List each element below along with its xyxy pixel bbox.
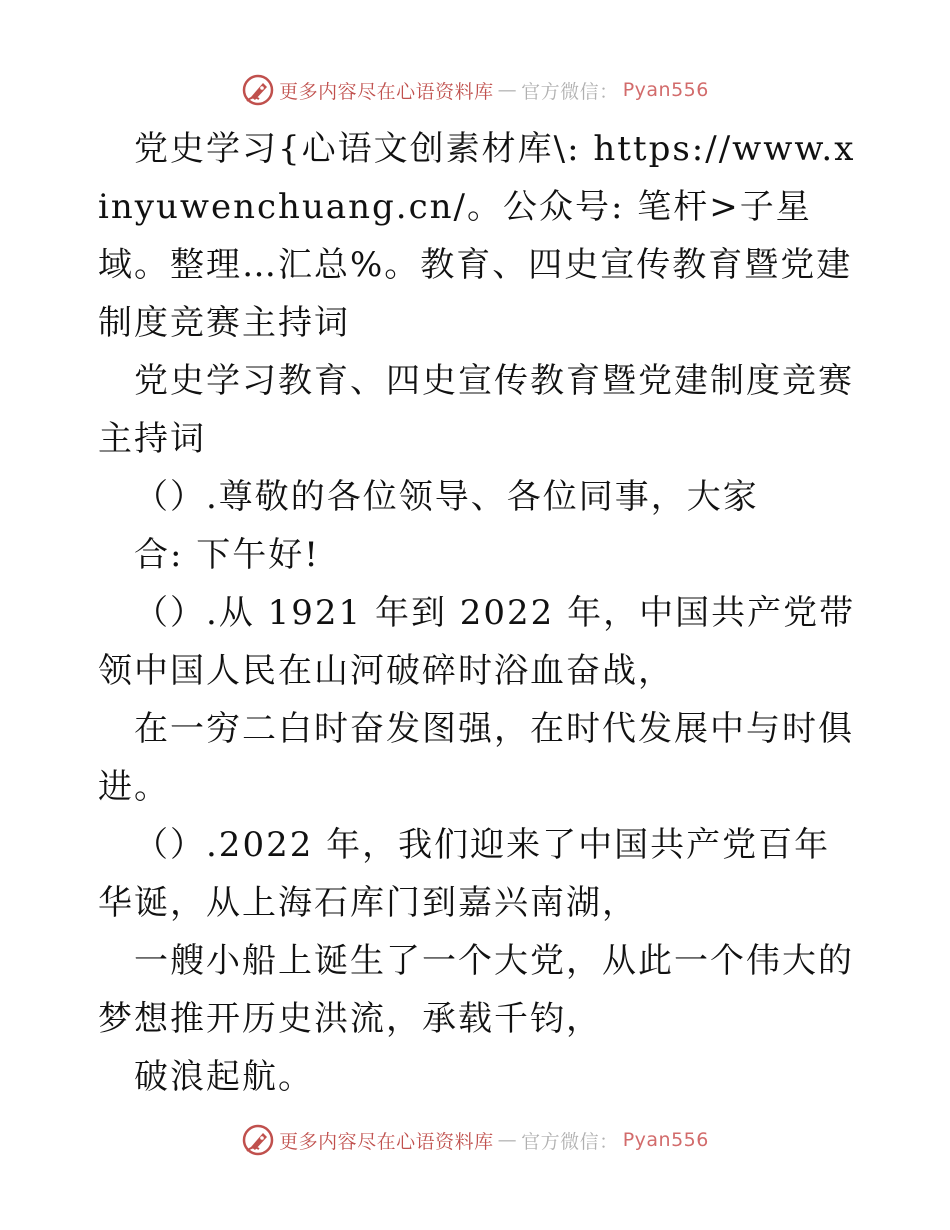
banner-dash: — [497,79,518,101]
paragraph-history: （）.从 1921 年到 2022 年，中国共产党带领中国人民在山河破碎时浴血奋战， [98,593,856,691]
paragraph-chorus: 合: 下午好! [134,535,320,575]
banner-dash: — [497,1129,518,1151]
banner-wechat-label: 官方微信： [521,1130,619,1153]
banner-main-text: 更多内容尽在心语资料库 [279,1130,494,1153]
paragraph-progress: 在一穷二白时奋发图强，在时代发展中与时俱进。 [98,709,854,807]
footer-watermark-banner [0,1120,950,1160]
pen-nib-logo-icon [241,73,275,107]
pen-nib-logo-icon [241,1123,275,1157]
paragraph-intro: 党史学习{心语文创素材库\: https://www.xinyuwenchuang.cn/。公众号: 笔杆>子星域。整理…汇总%。教育、四史宣传教育暨党建制度竞赛主持词 [98,129,856,343]
paragraph-boat: 一艘小船上诞生了一个大党，从此一个伟大的梦想推开历史洪流，承载千钧， [98,941,854,1039]
paragraph-greeting: （）.尊敬的各位领导、各位同事，大家 [134,477,759,517]
banner-wechat-label: 官方微信： [521,80,619,103]
paragraph-title: 党史学习教育、四史宣传教育暨党建制度竞赛主持词 [98,361,854,459]
banner-wechat-id: Pyan556 [622,79,709,101]
paragraph-centenary: （）.2022 年，我们迎来了中国共产党百年华诞，从上海石库门到嘉兴南湖， [98,825,831,923]
document-body [98,120,858,1106]
header-watermark-banner [0,70,950,110]
paragraph-sail: 破浪起航。 [134,1057,314,1097]
banner-wechat-id: Pyan556 [622,1129,709,1151]
banner-main-text: 更多内容尽在心语资料库 [279,80,494,103]
